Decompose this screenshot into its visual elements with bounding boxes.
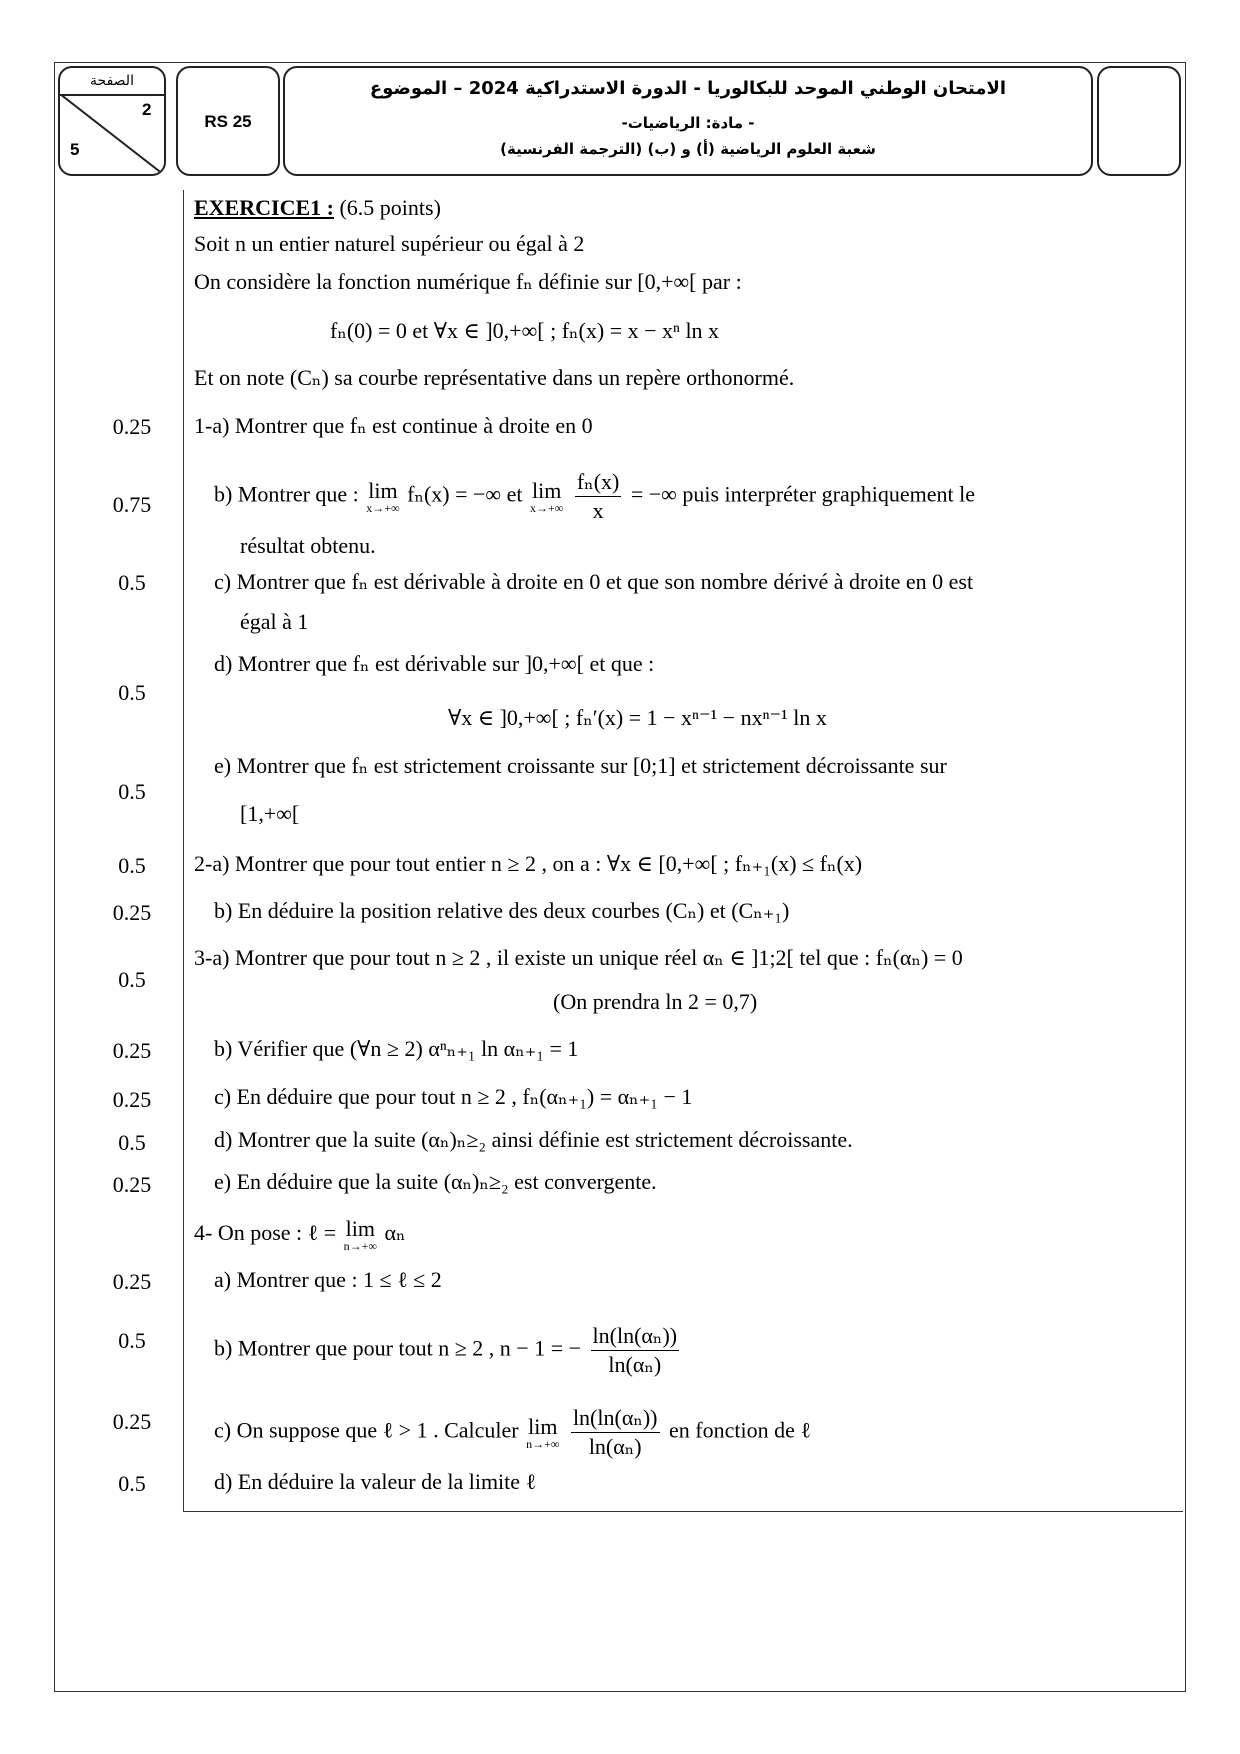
points: 0.5 <box>118 779 146 804</box>
lim-word: lim <box>532 477 562 503</box>
intro-line-3: Et on note (Cₙ) sa courbe représentative dans un repère orthonormé. <box>194 365 795 390</box>
content-bottom-rule <box>183 1511 1183 1512</box>
points: 0.5 <box>118 570 146 595</box>
question-1a: 1-a) Montrer que fₙ est continue à droite en 0 <box>194 413 593 438</box>
question-3e: e) En déduire que la suite (αₙ)ₙ≥₂ est convergente. <box>214 1169 657 1194</box>
fraction-fn-over-x <box>575 468 622 525</box>
points: 0.5 <box>118 1471 146 1496</box>
points: 0.25 <box>112 1269 152 1294</box>
q4b-start: b) Montrer que pour tout n ≥ 2 , n − 1 = − <box>214 1335 582 1361</box>
frac-num: ln(ln(αₙ)) <box>571 1404 660 1433</box>
points: 0.25 <box>112 1172 152 1197</box>
question-4d: d) En déduire la valeur de la limite ℓ <box>214 1469 537 1494</box>
page-current: 2 <box>142 100 152 119</box>
q4c-end: en fonction de ℓ <box>669 1417 811 1443</box>
exercise-heading <box>194 194 441 222</box>
limit-n <box>344 1218 377 1252</box>
exam-subject: - مادة: الرياضيات- <box>621 114 755 132</box>
q1b-et: et <box>506 481 523 507</box>
question-1d: d) Montrer que fₙ est dérivable sur ]0,+∞[ et que : <box>214 651 655 676</box>
points: 0.25 <box>112 1038 152 1063</box>
lim-sub: x→+∞ <box>366 500 400 515</box>
limit-n-2 <box>526 1413 560 1451</box>
points: 0.75 <box>112 492 152 517</box>
exercise-points: (6.5 points) <box>339 195 441 220</box>
lim-word: lim <box>345 1216 375 1241</box>
page-total: 5 <box>70 140 80 159</box>
question-4 <box>194 1218 405 1252</box>
frac-den: ln(αₙ) <box>608 1352 662 1377</box>
lim-sub: n→+∞ <box>526 1436 560 1451</box>
question-3c: c) En déduire que pour tout n ≥ 2 , fₙ(αₙ₊₁) = αₙ₊₁ − 1 <box>214 1084 693 1109</box>
q4-start: 4- On pose : ℓ = <box>194 1220 337 1246</box>
question-3d: d) Montrer que la suite (αₙ)ₙ≥₂ ainsi définie est strictement décroissante. <box>214 1127 853 1152</box>
points: 0.5 <box>118 1130 146 1155</box>
q4c-start: c) On suppose que ℓ > 1 . Calculer <box>214 1417 519 1443</box>
intro-line-1: Soit n un entier naturel supérieur ou égal à 2 <box>194 231 585 256</box>
question-1e-cont: [1,+∞[ <box>240 801 300 826</box>
exam-code: RS 25 <box>204 112 252 131</box>
question-1c-cont: égal à 1 <box>240 609 309 634</box>
lim-sub: x→+∞ <box>530 500 564 515</box>
points: 0.5 <box>118 853 146 878</box>
exam-title-box <box>283 66 1093 176</box>
margin-divider <box>183 190 184 1512</box>
question-4b <box>214 1322 683 1379</box>
q1b-lim2: = −∞ puis interpréter graphiquement le <box>630 481 975 507</box>
question-4a: a) Montrer que : 1 ≤ ℓ ≤ 2 <box>214 1267 442 1292</box>
lim-word: lim <box>368 477 398 503</box>
question-1e: e) Montrer que fₙ est strictement croissante sur [0;1] et strictement décroissante sur <box>214 753 947 778</box>
frac-den: ln(αₙ) <box>588 1434 642 1459</box>
points: 0.5 <box>118 967 146 992</box>
points: 0.5 <box>118 680 146 705</box>
question-1b <box>214 468 975 525</box>
exam-title: الامتحان الوطني الموحد للبكالوريا - الدورة الاستدراكية 2024 – الموضوع <box>369 78 1007 99</box>
fraction-lnln-over-ln <box>591 1322 680 1379</box>
question-1c: c) Montrer que fₙ est dérivable à droite en 0 et que son nombre dérivé à droite en 0 est <box>214 569 974 594</box>
empty-box <box>1097 66 1181 176</box>
limit-x-2 <box>530 477 564 515</box>
points: 0.25 <box>112 414 152 439</box>
q1b-lim1: fₙ(x) = −∞ <box>407 481 502 507</box>
derivative-formula: ∀x ∈ ]0,+∞[ ; fₙ′(x) = 1 − xⁿ⁻¹ − nxⁿ⁻¹ ln x <box>448 705 827 730</box>
frac-den: x <box>592 498 604 523</box>
frac-num: fₙ(x) <box>575 468 622 497</box>
frac-num: ln(ln(αₙ)) <box>591 1322 680 1351</box>
question-2a: 2-a) Montrer que pour tout entier n ≥ 2 , on a : ∀x ∈ [0,+∞[ ; fₙ₊₁(x) ≤ fₙ(x) <box>194 851 863 876</box>
exercise-title: EXERCICE1 : <box>194 195 334 220</box>
points: 0.5 <box>118 1328 146 1353</box>
intro-line-2: On considère la fonction numérique fₙ définie sur [0,+∞[ par : <box>194 269 742 294</box>
q4-alpha: αₙ <box>384 1220 406 1246</box>
question-4c <box>214 1404 811 1461</box>
q1b-start: b) Montrer que : <box>214 481 359 507</box>
exam-stream: شعبة العلوم الرياضية (أ) و (ب) (الترجمة الفرنسية) <box>500 140 876 158</box>
function-definition: fₙ(0) = 0 et ∀x ∈ ]0,+∞[ ; fₙ(x) = x − xⁿ ln x <box>330 318 720 343</box>
question-1b-cont: résultat obtenu. <box>240 533 376 558</box>
question-3b: b) Vérifier que (∀n ≥ 2) αⁿₙ₊₁ ln αₙ₊₁ = 1 <box>214 1036 579 1061</box>
points: 0.25 <box>112 1409 152 1434</box>
page-label: الصفحة <box>60 68 164 96</box>
question-3a: 3-a) Montrer que pour tout n ≥ 2 , il existe un unique réel αₙ ∈ ]1;2[ tel que : fₙ(αₙ) = 0 <box>194 945 963 970</box>
question-3a-note: (On prendra ln 2 = 0,7) <box>553 989 758 1014</box>
lim-word: lim <box>528 1413 558 1439</box>
exam-code-box <box>176 66 280 176</box>
fraction-lnln-over-ln-2 <box>571 1404 660 1461</box>
question-2b: b) En déduire la position relative des deux courbes (Cₙ) et (Cₙ₊₁) <box>214 898 790 923</box>
limit-x-1 <box>366 477 400 515</box>
page-number-box <box>58 66 166 176</box>
points: 0.25 <box>112 1087 152 1112</box>
lim-sub: n→+∞ <box>343 1239 377 1253</box>
points: 0.25 <box>112 900 152 925</box>
